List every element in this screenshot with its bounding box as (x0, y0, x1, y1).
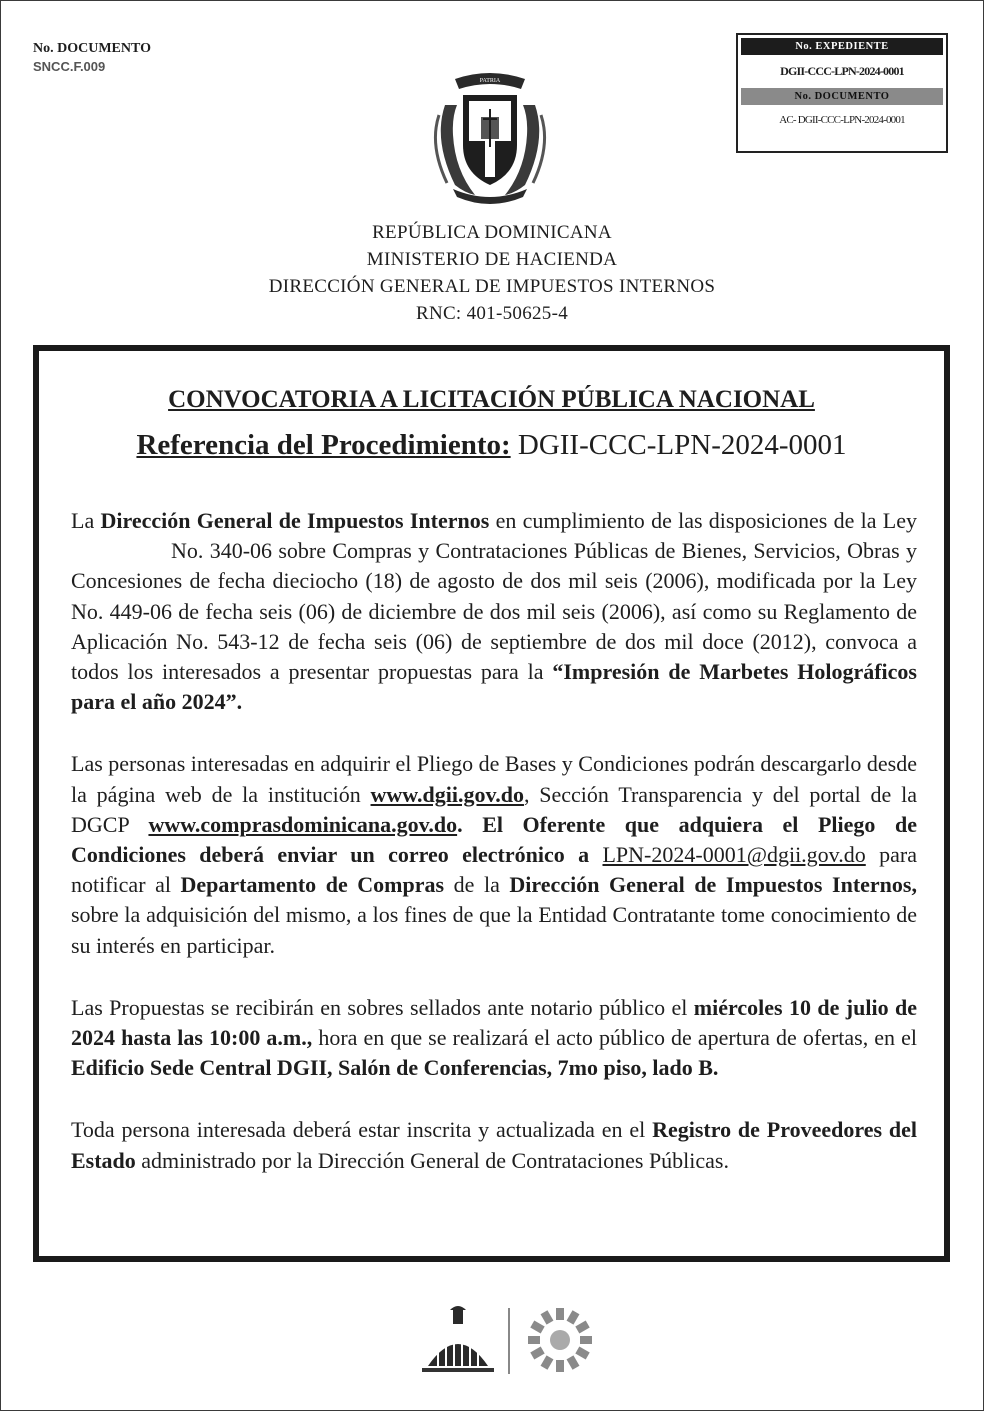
p4-text: administrado por la Dirección General de Contrataciones Públicas. (135, 1147, 729, 1173)
p2-entity: Dirección General de Impuestos Internos, (509, 872, 917, 898)
notice-title: CONVOCATORIA A LICITACIÓN PÚBLICA NACIONAL (168, 386, 815, 413)
p2-text: para notificar al (71, 842, 917, 898)
seal-motto: PATRIA (479, 78, 501, 84)
header-ministry: MINISTERIO DE HACIENDA (366, 249, 618, 270)
expediente-box (736, 33, 948, 153)
coat-of-arms-seal (425, 65, 555, 205)
procedure-reference (39, 429, 944, 462)
p3-text: hora en que se realizará el acto público de apertura de ofertas, en el (312, 1025, 917, 1051)
expediente-label: No. EXPEDIENTE (741, 38, 943, 55)
email-link[interactable]: LPN-2024-0001@dgii.gov.do (602, 842, 866, 868)
p4-registry: Registro de Proveedores del Estado (71, 1117, 917, 1173)
p2-text: Las personas interesadas en adquirir el Pliego de Bases y Condiciones podrán descargarlo desde la página web de la institución (71, 751, 917, 807)
expediente-doc-label: No. DOCUMENTO (741, 88, 943, 105)
institution-header (0, 219, 984, 327)
compras-portal-link[interactable]: www.comprasdominicana.gov.do (148, 811, 458, 837)
header-directorate: DIRECCIÓN GENERAL DE IMPUESTOS INTERNOS (268, 276, 716, 297)
p1-object: “Impresión de Marbetes Holográficos para el año 2024”. (71, 659, 917, 715)
p3-location: Edificio Sede Central DGII, Salón de Conferencias, 7mo piso, lado B. (71, 1055, 719, 1081)
reference-label: Referencia del Procedimiento: (136, 429, 511, 461)
p1-text: en cumplimiento de las disposiciones de la Ley (489, 508, 917, 533)
paragraph-1 (71, 506, 917, 717)
p2-text: sobre la adquisición del mismo, a los fines de que la Entidad Contratante tome conocimiento de su interés en participar. (71, 902, 917, 958)
document-code: SNCC.F.009 (33, 59, 106, 74)
p1-text: La (71, 508, 101, 533)
dgii-website-link[interactable]: www.dgii.gov.do (370, 781, 524, 807)
p1-entity: Dirección General de Impuestos Internos (100, 508, 490, 533)
header-country: REPÚBLICA DOMINICANA (372, 222, 612, 243)
paragraph-3 (71, 993, 917, 1084)
document-number-block (33, 40, 151, 76)
notice-box (33, 345, 950, 1262)
paragraph-2 (71, 749, 917, 960)
p3-text: Las Propuestas se recibirán en sobres sellados ante notario público el (71, 994, 694, 1020)
header-rnc: RNC: 401-50625-4 (415, 303, 569, 324)
p2-text: , Sección Transparencia y del portal de la DGCP (71, 781, 917, 837)
p1-text: No. 340-06 sobre Compras y Contrataciones Públicas de Bienes, Servicios, Obras y Concesiones de fecha dieciocho (18) de agosto de dos mil seis (2006), modificada por la Ley No. 449-06 de fecha seis (06) de diciembre de dos mil seis (2006), así como su Reglamento de Aplicación No. 543-12 de fecha seis (06) de septiembre de dos mil doce (2012), convoca a todos los interesados a presentar propuestas para la (71, 538, 917, 685)
document-number-label: No. DOCUMENTO (33, 41, 151, 56)
expediente-doc-value: AC- DGII-CCC-LPN-2024-0001 (779, 114, 905, 126)
p2-text: de la (444, 872, 510, 898)
dome-icon (422, 1306, 494, 1372)
p2-department: Departamento de Compras (180, 872, 445, 898)
p3-date: miércoles 10 de julio de 2024 hasta las 10:00 a.m., (71, 994, 917, 1051)
reference-value: DGII-CCC-LPN-2024-0001 (517, 429, 847, 461)
logo-divider (508, 1308, 510, 1374)
footer-logos (420, 1300, 600, 1380)
paragraph-4 (71, 1115, 917, 1175)
notice-body (71, 506, 917, 1208)
p2-text: . El Oferente que adquiera el Pliego de Condiciones deberá enviar un correo electrónico a (71, 811, 917, 868)
sunburst-icon (528, 1308, 592, 1372)
p4-text: Toda persona interesada deberá estar inscrita y actualizada en el (71, 1117, 653, 1143)
expediente-value: DGII-CCC-LPN-2024-0001 (780, 64, 904, 78)
